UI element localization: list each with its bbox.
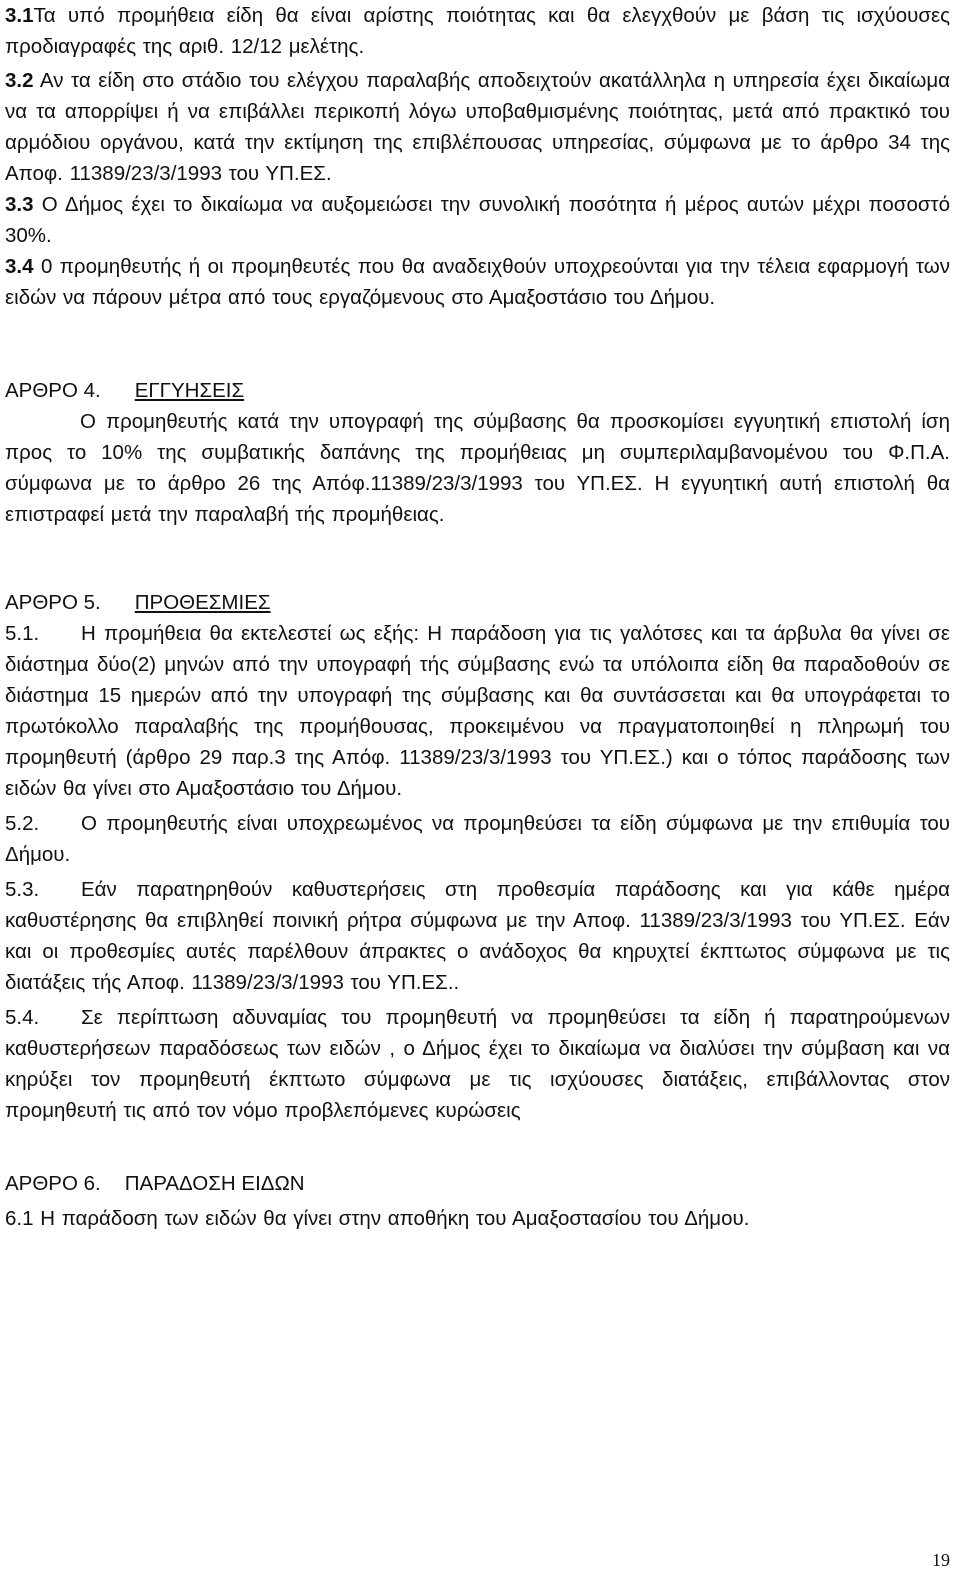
paragraph-text: Η προμήθεια θα εκτελεστεί ως εξής: Η παράδοση για τις γαλότσες και τα άρβυλα θα γίνει σε διάστημα δύο(2) μηνών από την υπογραφή τής σύμβασης ενώ τα υπόλοιπα είδη θα παραδοθούν σε διάστημα 15 ημερών από την υπογραφή της σύμβασης και θα συντάσσεται και θα υπογράφεται το πρωτόκολλο παραλαβής της προμήθουσας, προκειμένου να πραγματοποιηθεί η πληρωμή του προμηθευτή (άρθρο 29 παρ.3 της Απόφ. 11389/23/3/1993 του ΥΠ.ΕΣ.) και ο τόπος παράδοσης των ειδών θα γίνει στο Αμαξοστάσιο του Δήμου. — [5, 622, 950, 800]
paragraph-number: 5.4. — [5, 1006, 40, 1029]
paragraph-number: 5.3. — [5, 878, 40, 901]
paragraph-number: 5.1. — [5, 622, 40, 645]
paragraph-text: Αν τα είδη στο στάδιο του ελέγχου παραλαβής αποδειχτούν ακατάλληλα η υπηρεσία έχει δικαίωμα να τα απορρίψει ή να επιβάλλει περικοπή λόγω υποβαθμισμένης ποιότητας, μετά από πρακτικό του αρμόδιου οργάνου, κατά την εκτίμηση της επιβλέπουσας υπηρεσίας, σύμφωνα με το άρθρο 34 της Αποφ. 11389/23/3/1993 του ΥΠ.ΕΣ. — [5, 69, 950, 185]
paragraph-3-4 — [5, 251, 950, 313]
paragraph-text: Ο προμηθευτής είναι υποχρεωμένος να προμηθεύσει τα είδη σύμφωνα με την επιθυμία του Δήμου. — [5, 812, 950, 866]
paragraph-number: 3.2 — [5, 69, 34, 92]
article-title: ΕΓΓΥΗΣΕΙΣ — [134, 379, 245, 402]
article-4-text: Ο προμηθευτής κατά την υπογραφή της σύμβασης θα προσκομίσει εγγυητική επιστολή ίση προς το 10% της συμβατικής δαπάνης της προμήθειας μη συμπεριλαμβανομένου του Φ.Π.Α. σύμφωνα με το άρθρο 26 της Απόφ.11389/23/3/1993 του ΥΠ.ΕΣ. Η εγγυητική αυτή επιστολή θα επιστραφεί μετά την παραλαβή τής προμήθειας. — [5, 410, 950, 526]
paragraph-3-3 — [5, 189, 950, 251]
page-number: 19 — [932, 1550, 950, 1570]
article-title: ΠΡΟΘΕΣΜΙΕΣ — [134, 591, 271, 614]
paragraph-5-1 — [5, 618, 950, 804]
paragraph-number: 3.4 — [5, 255, 34, 278]
paragraph-6-1: 6.1 Η παράδοση των ειδών θα γίνει στην αποθήκη του Αμαξοστασίου του Δήμου. — [5, 1207, 750, 1230]
article-number: ΑΡΘΡΟ 4. — [5, 379, 101, 402]
paragraph-number: 3.1 — [5, 4, 34, 27]
paragraph-text: 0 προμηθευτής ή οι προμηθευτές που θα αναδειχθούν υποχρεούνται για την τέλεια εφαρμογή των ειδών να πάρουν μέτρα από τους εργαζόμενους στο Αμαξοστάσιο του Δήμου. — [5, 255, 950, 309]
article-6-heading — [5, 1168, 950, 1199]
article-number: ΑΡΘΡΟ 6. — [5, 1172, 101, 1195]
paragraph-text: Ο Δήμος έχει το δικαίωμα να αυξομειώσει την συνολική ποσότητα ή μέρος αυτών μέχρι ποσοστό 30%. — [5, 193, 950, 247]
paragraph-number: 5.2. — [5, 812, 40, 835]
paragraph-3-1 — [5, 0, 950, 62]
paragraph-3-2 — [5, 65, 950, 189]
document-page — [5, 0, 950, 1234]
paragraph-5-4 — [5, 1002, 950, 1126]
paragraph-text: Εάν παρατηρηθούν καθυστερήσεις στη προθεσμία παράδοσης και για κάθε ημέρα καθυστέρησης θα επιβληθεί ποινική ρήτρα σύμφωνα με την Αποφ. 11389/23/3/1993 του ΥΠ.ΕΣ. Εάν και οι προθεσμίες αυτές παρέλθουν άπρακτες ο ανάδοχος θα κηρυχτεί έκπτωτος σύμφωνα με τις διατάξεις τής Αποφ. 11389/23/3/1993 του ΥΠ.ΕΣ.. — [5, 878, 950, 994]
paragraph-5-2 — [5, 808, 950, 870]
paragraph-5-3 — [5, 874, 950, 998]
paragraph-text: Σε περίπτωση αδυναμίας του προμηθευτή να προμηθεύσει τα είδη ή παρατηρούμενων καθυστερήσεων παραδόσεως των ειδών , ο Δήμος έχει το δικαίωμα να διαλύσει την σύμβαση και να κηρύξει τον προμηθευτή έκπτωτο σύμφωνα με τις ισχύουσες διατάξεις, επιβάλλοντας στον προμηθευτή τις από τον νόμο προβλεπόμενες κυρώσεις — [5, 1006, 950, 1122]
article-title: ΠΑΡΑΔΟΣΗ ΕΙΔΩΝ — [124, 1172, 305, 1195]
article-number: ΑΡΘΡΟ 5. — [5, 591, 101, 614]
paragraph-text: Τα υπό προμήθεια είδη θα είναι αρίστης ποιότητας και θα ελεγχθούν με βάση τις ισχύουσες προδιαγραφές της αριθ. 12/12 μελέτης. — [5, 4, 950, 58]
paragraph-number: 3.3 — [5, 193, 34, 216]
article-4-heading — [5, 375, 950, 406]
article-5-heading — [5, 587, 950, 618]
